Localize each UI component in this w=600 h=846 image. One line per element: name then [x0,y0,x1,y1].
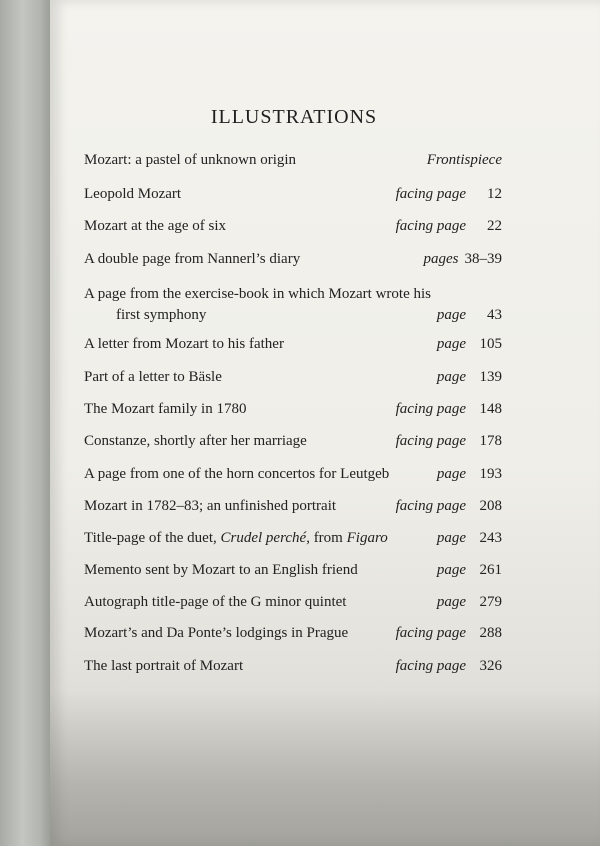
page-ref-label: page [436,466,466,482]
page-number: 193 [479,466,502,482]
page-ref-label: pages [423,251,459,267]
page-title-text: ILLUSTRATIONS [210,106,378,128]
page-number: 12 [487,186,502,202]
title-italic-part: Crudel perché [220,530,307,546]
page-ref-label: Frontispiece [426,152,502,168]
page-number: 139 [479,369,502,385]
page-number: 43 [487,307,502,323]
page-ref-label: page [436,530,466,546]
page-ref-label: facing page [395,186,466,202]
page-ref [396,623,502,644]
illustration-title: Mozart’s and Da Ponte’s lodgings in Prague [84,625,349,641]
page-ref-label: facing page [395,625,466,641]
page-ref [396,216,502,237]
page-number: 288 [479,625,502,641]
page-ref [437,305,502,326]
page-ref-label: facing page [395,658,466,674]
illustration-title: The last portrait of Mozart [84,658,244,674]
page-ref-label: facing page [395,218,466,234]
page-ref [427,150,502,171]
page-ref-label: facing page [395,401,466,417]
page-number: 279 [479,594,502,610]
page-ref [396,656,502,677]
illustration-title: Autograph title-page of the G minor quintet [84,594,347,610]
illustration-title: The Mozart family in 1780 [84,401,247,417]
page-ref-label: facing page [395,433,466,449]
title-italic-part: Figaro [346,530,388,546]
page-number: 178 [479,433,502,449]
page-number: 261 [479,562,502,578]
illustration-title: Mozart in 1782–83; an unfinished portrait [84,498,337,514]
page-ref-label: facing page [395,498,466,514]
illustration-title-continued: first symphony [116,307,207,323]
page-number: 105 [479,336,502,352]
page-ref-label: page [436,594,466,610]
page-ref [437,592,502,613]
title-text-part: Title-page of the duet, [84,530,221,546]
illustration-title: A page from the exercise-book in which Mozart wrote his [84,286,431,302]
illustration-title: Mozart: a pastel of unknown origin [84,152,297,168]
page-number: 38–39 [464,251,502,267]
page-number: 208 [479,498,502,514]
illustration-title [84,528,388,549]
page-number: 243 [479,530,502,546]
page-number: 22 [487,218,502,234]
page-title [0,106,600,129]
illustration-title: Memento sent by Mozart to an English friend [84,562,358,578]
illustration-title: Leopold Mozart [84,186,182,202]
page-ref [396,184,502,205]
page-ref [424,249,503,270]
illustration-title: A page from one of the horn concertos for Leutgeb [84,466,390,482]
title-text-part: , from [306,530,347,546]
illustration-title: A double page from Nannerl’s diary [84,251,301,267]
page-ref-label: page [436,562,466,578]
page-ref-label: page [436,369,466,385]
illustration-title: Constanze, shortly after her marriage [84,433,307,449]
page-ref [437,367,502,388]
page-ref [437,560,502,581]
illustration-title: A letter from Mozart to his father [84,336,284,352]
page-ref-label: page [436,307,466,323]
page-ref [396,431,502,452]
page-ref [437,464,502,485]
page-ref [396,496,502,517]
illustration-title: Part of a letter to Bäsle [84,369,222,385]
page-ref [396,399,502,420]
illustration-title: Mozart at the age of six [84,218,227,234]
page-ref [437,334,502,355]
page-ref-label: page [436,336,466,352]
page-number: 148 [479,401,502,417]
page-number: 326 [479,658,502,674]
page-ref [437,528,502,549]
